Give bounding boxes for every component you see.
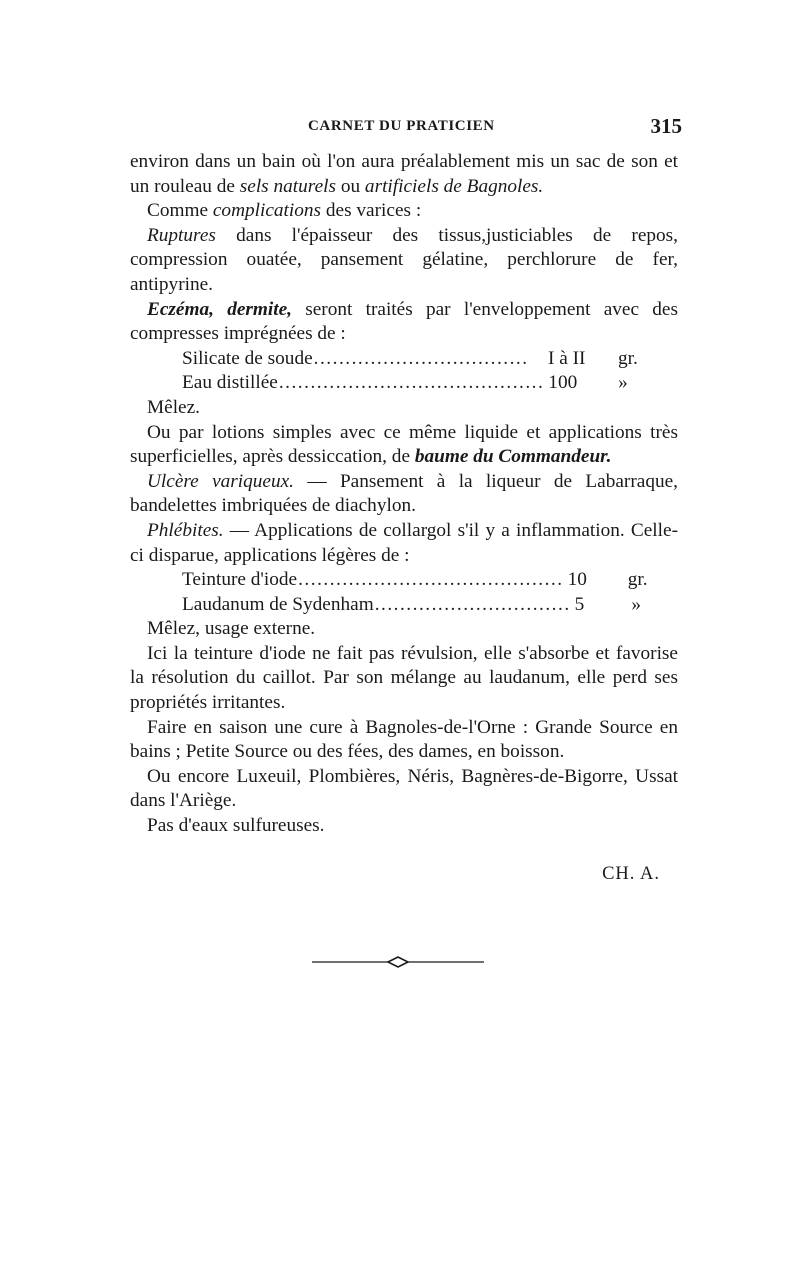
paragraph-lotions bbox=[130, 421, 678, 470]
paragraph-phlebites bbox=[130, 519, 678, 568]
paragraph-eczema bbox=[130, 298, 678, 347]
paragraph-bath bbox=[130, 150, 678, 199]
italic-run: complications bbox=[212, 200, 322, 222]
text-run: — Applications de collargol s'il y a inflammation. Celle-ci disparue, applications légères de : bbox=[130, 519, 678, 566]
ingredient-quantity: I à II bbox=[548, 347, 586, 369]
page-body bbox=[130, 150, 678, 839]
text-run: environ dans un bain où l'on aura préalablement mis un sac de son et un rouleau de bbox=[130, 151, 678, 197]
formula-line bbox=[130, 568, 678, 593]
ingredient-quantity: 5 bbox=[574, 593, 585, 615]
ingredient-unit: gr. bbox=[627, 569, 648, 591]
paragraph-iode: Ici la teinture d'iode ne fait pas révulsion, elle s'absorbe et favorise la résolution du caillot. Par son mélange au laudanum, elle perd ses propriétés irritantes. bbox=[130, 642, 678, 714]
text-run: seront traités par l'enveloppement avec des compresses imprégnées de : bbox=[130, 298, 678, 345]
text-run: ou bbox=[336, 175, 365, 197]
leader-dots: ............................... bbox=[374, 593, 571, 615]
ingredient-quantity: 10 bbox=[567, 569, 587, 591]
leader-dots: .................................. bbox=[313, 347, 529, 369]
italic-run: Ruptures bbox=[147, 224, 216, 246]
ingredient-quantity: 100 bbox=[548, 372, 578, 394]
text-run: des varices : bbox=[321, 200, 422, 222]
ingredient-name: Teinture d'iode bbox=[182, 569, 298, 591]
paragraph-melez: Mêlez. bbox=[147, 396, 200, 418]
section-end-ornament bbox=[312, 955, 484, 969]
running-head: CARNET DU PRATICIEN bbox=[308, 118, 495, 134]
paragraph-eaux: Pas d'eaux sulfureuses. bbox=[147, 815, 325, 837]
formula-line bbox=[130, 593, 678, 618]
text-run: — Pansement à la liqueur de Labarraque, bandelettes imbriquées de diachylon. bbox=[130, 470, 678, 517]
paragraph-luxeuil: Ou encore Luxeuil, Plombières, Néris, Bagnères-de-Bigorre, Ussat dans l'Ariège. bbox=[130, 765, 678, 812]
formula-line bbox=[130, 347, 678, 372]
italic-run: artificiels de Bagnoles. bbox=[364, 175, 544, 197]
ingredient-unit: » bbox=[618, 372, 628, 394]
ingredient-name: Silicate de soude bbox=[182, 347, 313, 369]
ingredient-name: Laudanum de Sydenham bbox=[182, 593, 374, 615]
italic-run: baume du Commandeur. bbox=[414, 446, 612, 468]
ingredient-unit: gr. bbox=[618, 347, 638, 369]
italic-run: Ulcère variqueux. bbox=[147, 470, 294, 492]
paragraph-cure: Faire en saison une cure à Bagnoles-de-l'Orne : Grande Source en bains ; Petite Source ou des fées, des dames, en boisson. bbox=[130, 716, 678, 763]
italic-run: sels naturels bbox=[239, 175, 336, 197]
paragraph-complications bbox=[130, 199, 678, 224]
text-run: dans l'épaisseur des tissus,justiciables de repos, compression ouatée, pansement gélatine, perchlorure de fer, antipyrine. bbox=[130, 224, 678, 295]
page-number: 315 bbox=[650, 114, 682, 138]
leader-dots: .......................................... bbox=[278, 372, 545, 394]
formula-line bbox=[130, 371, 678, 396]
paragraph-ruptures bbox=[130, 224, 678, 298]
page-header bbox=[130, 114, 682, 140]
ingredient-name: Eau distillée bbox=[182, 372, 278, 394]
ingredient-unit: » bbox=[631, 593, 641, 615]
text-run: Ou par lotions simples avec ce même liquide et applications très superficielles, après dessiccation, de bbox=[130, 421, 678, 468]
paragraph-usage: Mêlez, usage externe. bbox=[147, 618, 316, 640]
italic-run: Eczéma, dermite, bbox=[147, 298, 292, 320]
author-signature: CH. A. bbox=[602, 864, 660, 884]
paragraph-ulcere bbox=[130, 470, 678, 519]
text-run: Comme bbox=[147, 200, 213, 222]
leader-dots: .......................................... bbox=[298, 569, 564, 591]
italic-run: Phlébites. bbox=[147, 519, 224, 541]
